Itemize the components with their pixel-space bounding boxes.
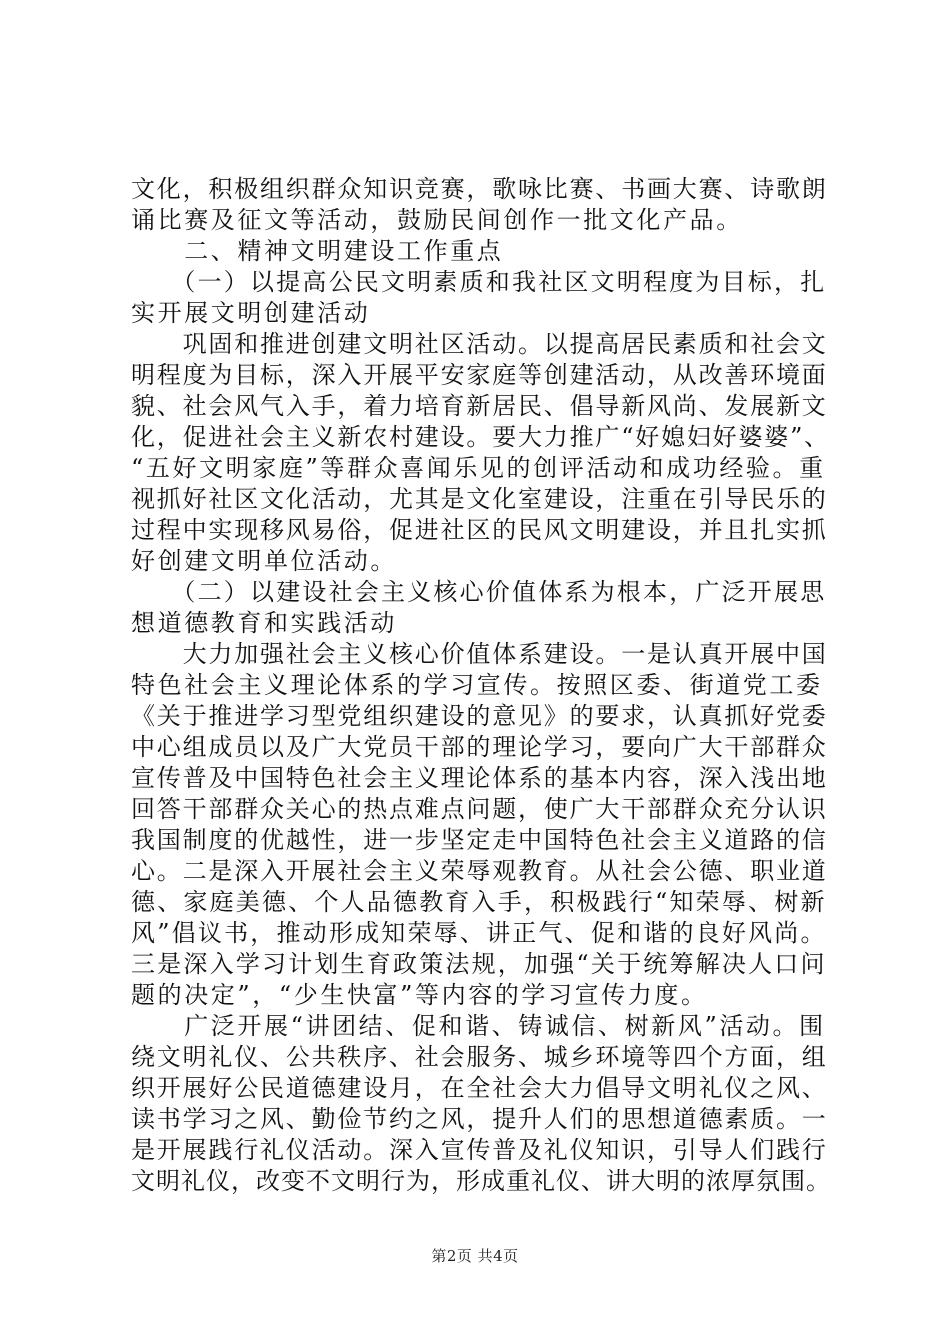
text-line: 诵比赛及征文等活动，鼓励民间创作一批文化产品。 bbox=[131, 206, 743, 234]
text-line: 绕文明礼仪、公共秩序、社会服务、城乡环境等四个方面，组 bbox=[131, 1043, 828, 1071]
text-line: （一）以提高公民文明素质和我社区文明程度为目标，扎 bbox=[131, 268, 827, 296]
text-line: 明程度为目标，深入开展平安家庭等创建活动，从改善环境面 bbox=[131, 361, 828, 389]
text-line: 视抓好社区文化活动，尤其是文化室建设，注重在引导民乐的 bbox=[131, 485, 828, 513]
text-line: 《关于推进学习型党组织建设的意见》的要求，认真抓好党委 bbox=[131, 702, 828, 730]
text-line: 实开展文明创建活动 bbox=[131, 299, 371, 327]
text-line: “五好文明家庭”等群众喜闻乐见的创评活动和成功经验。重 bbox=[131, 454, 826, 482]
text-line: 文化，积极组织群众知识竞赛，歌咏比赛、书画大赛、诗歌朗 bbox=[131, 175, 828, 203]
text-line: 过程中实现移风易俗，促进社区的民风文明建设，并且扎实抓 bbox=[131, 516, 828, 544]
text-line: 大力加强社会主义核心价值体系建设。一是认真开展中国 bbox=[131, 640, 828, 668]
text-line: 特色社会主义理论体系的学习宣传。按照区委、街道党工委 bbox=[131, 671, 823, 699]
text-line: 读书学习之风、勤俭节约之风，提升人们的思想道德素质。一 bbox=[131, 1105, 828, 1133]
text-line: 题的决定”，“少生快富”等内容的学习宣传力度。 bbox=[131, 981, 708, 1009]
text-line: 文明礼仪，改变不文明行为，形成重礼仪、讲大明的浓厚氛围。 bbox=[131, 1167, 831, 1195]
text-line: 德、家庭美德、个人品德教育入手，积极践行“知荣辱、树新 bbox=[131, 888, 827, 916]
text-line: 三是深入学习计划生育政策法规，加强“关于统筹解决人口问 bbox=[131, 950, 827, 978]
text-line: 回答干部群众关心的热点难点问题，使广大干部群众充分认识 bbox=[131, 795, 828, 823]
text-line: 二、精神文明建设工作重点 bbox=[131, 237, 504, 265]
text-line: 织开展好公民道德建设月，在全社会大力倡导文明礼仪之风、 bbox=[131, 1074, 828, 1102]
text-line: 广泛开展“讲团结、促和谐、铸诚信、树新风”活动。围 bbox=[131, 1012, 826, 1040]
text-line: 貌、社会风气入手，着力培育新居民、倡导新风尚、发展新文 bbox=[131, 392, 828, 420]
text-line: 心。二是深入开展社会主义荣辱观教育。从社会公德、职业道 bbox=[131, 857, 828, 885]
text-line: 风”倡议书，推动形成知荣辱、讲正气、促和谐的良好风尚。 bbox=[131, 919, 827, 947]
text-line: 好创建文明单位活动。 bbox=[131, 547, 397, 575]
text-line: 化，促进社会主义新农村建设。要大力推广“好媳妇好婆婆”、 bbox=[131, 423, 830, 451]
text-line: 我国制度的优越性，进一步坚定走中国特色社会主义道路的信 bbox=[131, 826, 828, 854]
document-body bbox=[131, 174, 831, 1197]
text-line: （二）以建设社会主义核心价值体系为根本，广泛开展思 bbox=[131, 578, 827, 606]
page-footer: 第2页 共4页 bbox=[431, 1247, 519, 1265]
text-line: 巩固和推进创建文明社区活动。以提高居民素质和社会文 bbox=[131, 330, 828, 358]
text-line: 想道德教育和实践活动 bbox=[131, 609, 397, 637]
text-line: 宣传普及中国特色社会主义理论体系的基本内容，深入浅出地 bbox=[131, 764, 828, 792]
text-line: 中心组成员以及广大党员干部的理论学习，要向广大干部群众 bbox=[131, 733, 828, 761]
text-line: 是开展践行礼仪活动。深入宣传普及礼仪知识，引导人们践行 bbox=[131, 1136, 828, 1164]
